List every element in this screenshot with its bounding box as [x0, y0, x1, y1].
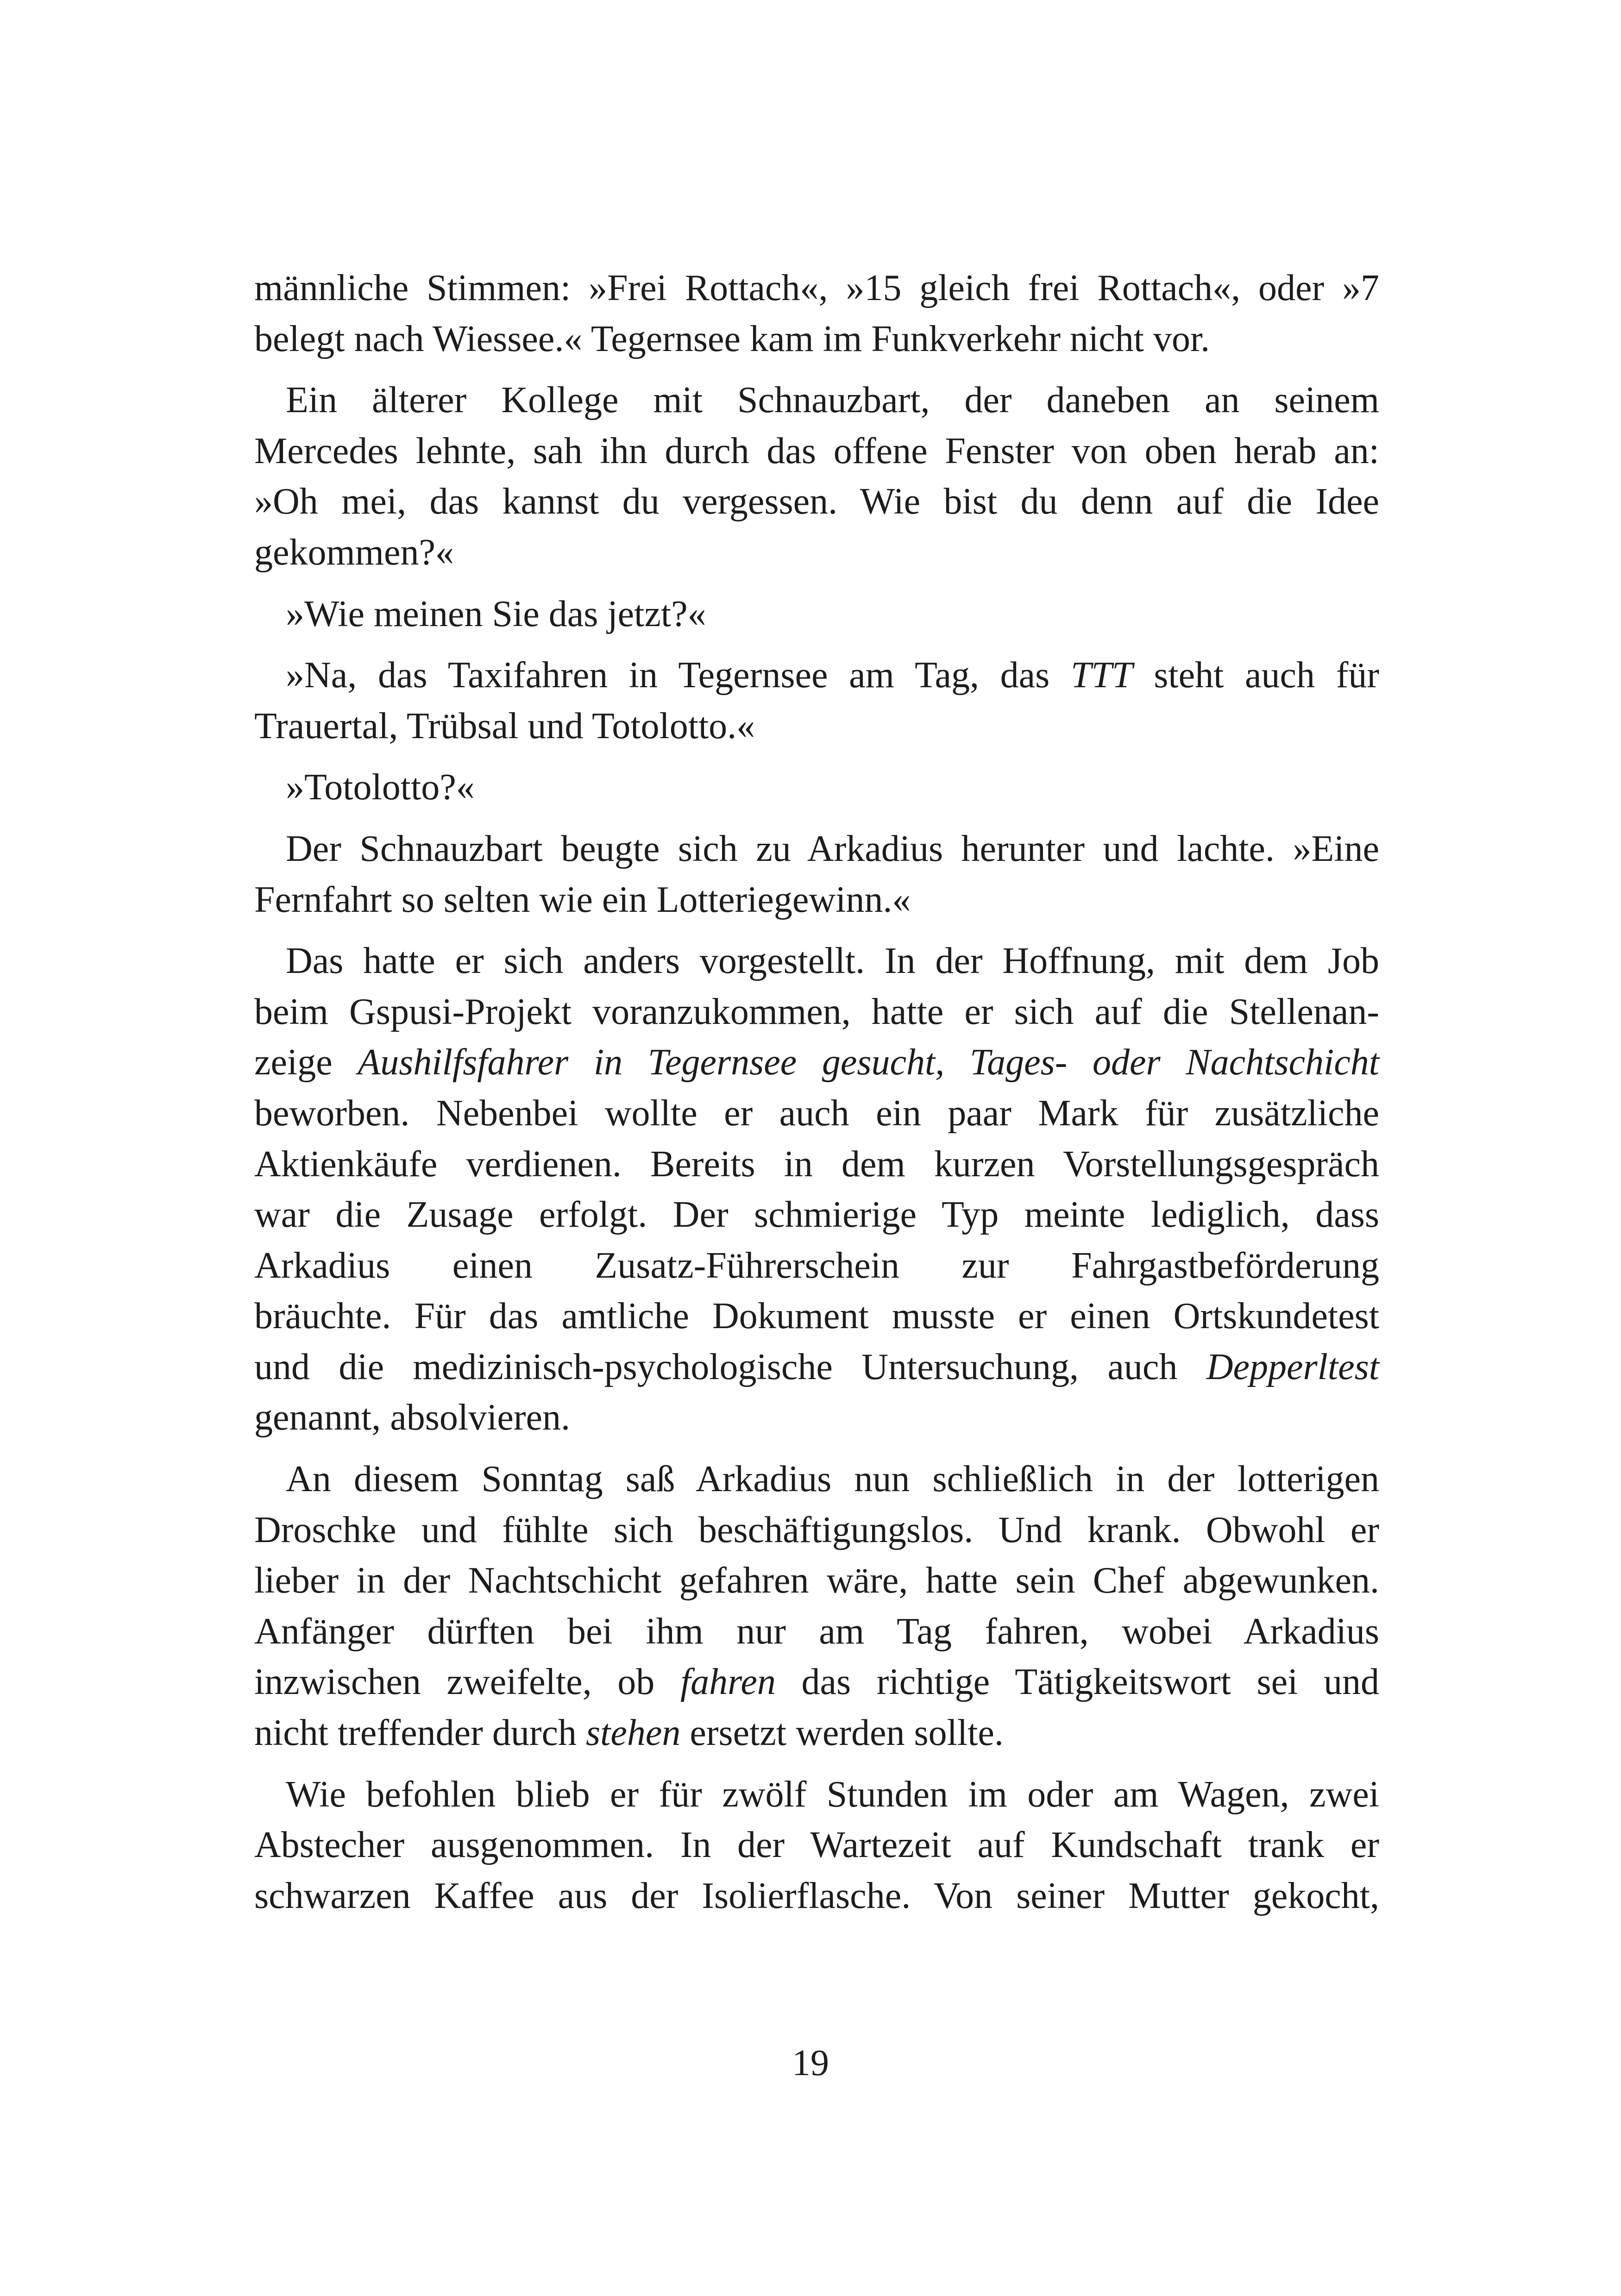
page-number: 19 [792, 2043, 829, 2083]
emphasis: Aushilfsfahrer in Tegernsee gesucht, Tages- oder Nachtschicht [358, 1042, 1379, 1083]
paragraph [254, 650, 1379, 752]
paragraph [254, 263, 1379, 364]
text-run: nicht treffender durch [254, 1713, 586, 1754]
text-line: Fernfahrt so selten wie ein Lotteriegewinn.« [254, 879, 911, 920]
text-line: Der Schnauzbart beugte sich zu Arkadius herunter und lachte. »Eine [286, 828, 1379, 869]
text-line: Wie befohlen blieb er für zwölf Stunden im oder am Wagen, zwei [286, 1774, 1379, 1815]
emphasis: stehen [585, 1713, 681, 1754]
text-line: lieber in der Nachtschicht gefahren wäre, hatte sein Chef abgewunken. [254, 1560, 1379, 1601]
text-line: bräuchte. Für das amtliche Dokument musste er einen Ortskundetest [254, 1296, 1379, 1337]
text-line: beworben. Nebenbei wollte er auch ein paar Mark für zusätzliche [254, 1092, 1379, 1134]
paragraph [254, 375, 1379, 578]
paragraph [254, 1454, 1379, 1759]
text-run: zeige [254, 1042, 358, 1083]
paragraph [254, 762, 1379, 813]
text-line: Droschke und fühlte sich beschäftigungslos. Und krank. Obwohl er [254, 1509, 1379, 1550]
text-line: belegt nach Wiessee.« Tegernsee kam im Funkverkehr nicht vor. [254, 318, 1210, 359]
text-line: »Totolotto?« [286, 767, 475, 808]
text-line [254, 1342, 1379, 1393]
emphasis: Depperltest [1206, 1346, 1379, 1387]
text-run: das richtige Tätigkeitswort sei und [775, 1662, 1379, 1703]
paragraph [254, 936, 1379, 1443]
text-line: gekommen?« [254, 532, 454, 573]
text-line: beim Gspusi-Projekt voranzukommen, hatte er sich auf die Stellenan- [254, 991, 1379, 1032]
text-run: steht auch für [1132, 655, 1380, 696]
text-line: männliche Stimmen: »Frei Rottach«, »15 gleich frei Rottach«, oder »7 [254, 268, 1379, 308]
emphasis: fahren [680, 1662, 776, 1703]
text-line [254, 1657, 1379, 1708]
text-line [254, 1037, 1379, 1088]
text-line: Aktienkäufe verdienen. Bereits in dem kurzen Vorstellungsgespräch [254, 1143, 1379, 1185]
emphasis: TTT [1071, 655, 1133, 696]
text-run: ersetzt werden sollte. [680, 1713, 1004, 1754]
text-line: »Wie meinen Sie das jetzt?« [286, 593, 706, 634]
text-line: genannt, absolvieren. [254, 1397, 570, 1438]
text-line: Das hatte er sich anders vorgestellt. In der Hoffnung, mit dem Job [286, 941, 1379, 982]
text-line: war die Zusage erfolgt. Der schmierige Typ meinte lediglich, dass [254, 1194, 1379, 1236]
text-line: An diesem Sonntag saß Arkadius nun schließlich in der lotterigen [286, 1459, 1379, 1500]
text-line: Arkadius einen Zusatz-Führerschein zur Fahrgastbeförderung [254, 1245, 1379, 1286]
text-line: Ein älterer Kollege mit Schnauzbart, der daneben an seinem [286, 380, 1379, 421]
text-run: »Na, das Taxifahren in Tegernsee am Tag, das [286, 655, 1071, 696]
text-line: Abstecher ausgenommen. In der Wartezeit auf Kundschaft trank er [254, 1825, 1379, 1866]
text-line [254, 650, 1379, 701]
text-line: schwarzen Kaffee aus der Isolierflasche. Von seiner Mutter gekocht, [254, 1875, 1379, 1916]
paragraph [254, 1769, 1379, 1922]
text-line: Mercedes lehnte, sah ihn durch das offene Fenster von oben herab an: [254, 430, 1379, 471]
text-line: Anfänger dürften bei ihm nur am Tag fahren, wobei Arkadius [254, 1611, 1379, 1652]
text-line: Trauertal, Trübsal und Totolotto.« [254, 705, 755, 747]
text-line [254, 1708, 1379, 1759]
paragraph [254, 824, 1379, 925]
body-text [254, 263, 1379, 1921]
text-run: inzwischen zweifelte, ob [254, 1662, 680, 1703]
text-run: und die medizinisch-psychologische Untersuchung, auch [254, 1346, 1206, 1387]
text-line: »Oh mei, das kannst du vergessen. Wie bist du denn auf die Idee [254, 481, 1379, 522]
paragraph [254, 589, 1379, 640]
